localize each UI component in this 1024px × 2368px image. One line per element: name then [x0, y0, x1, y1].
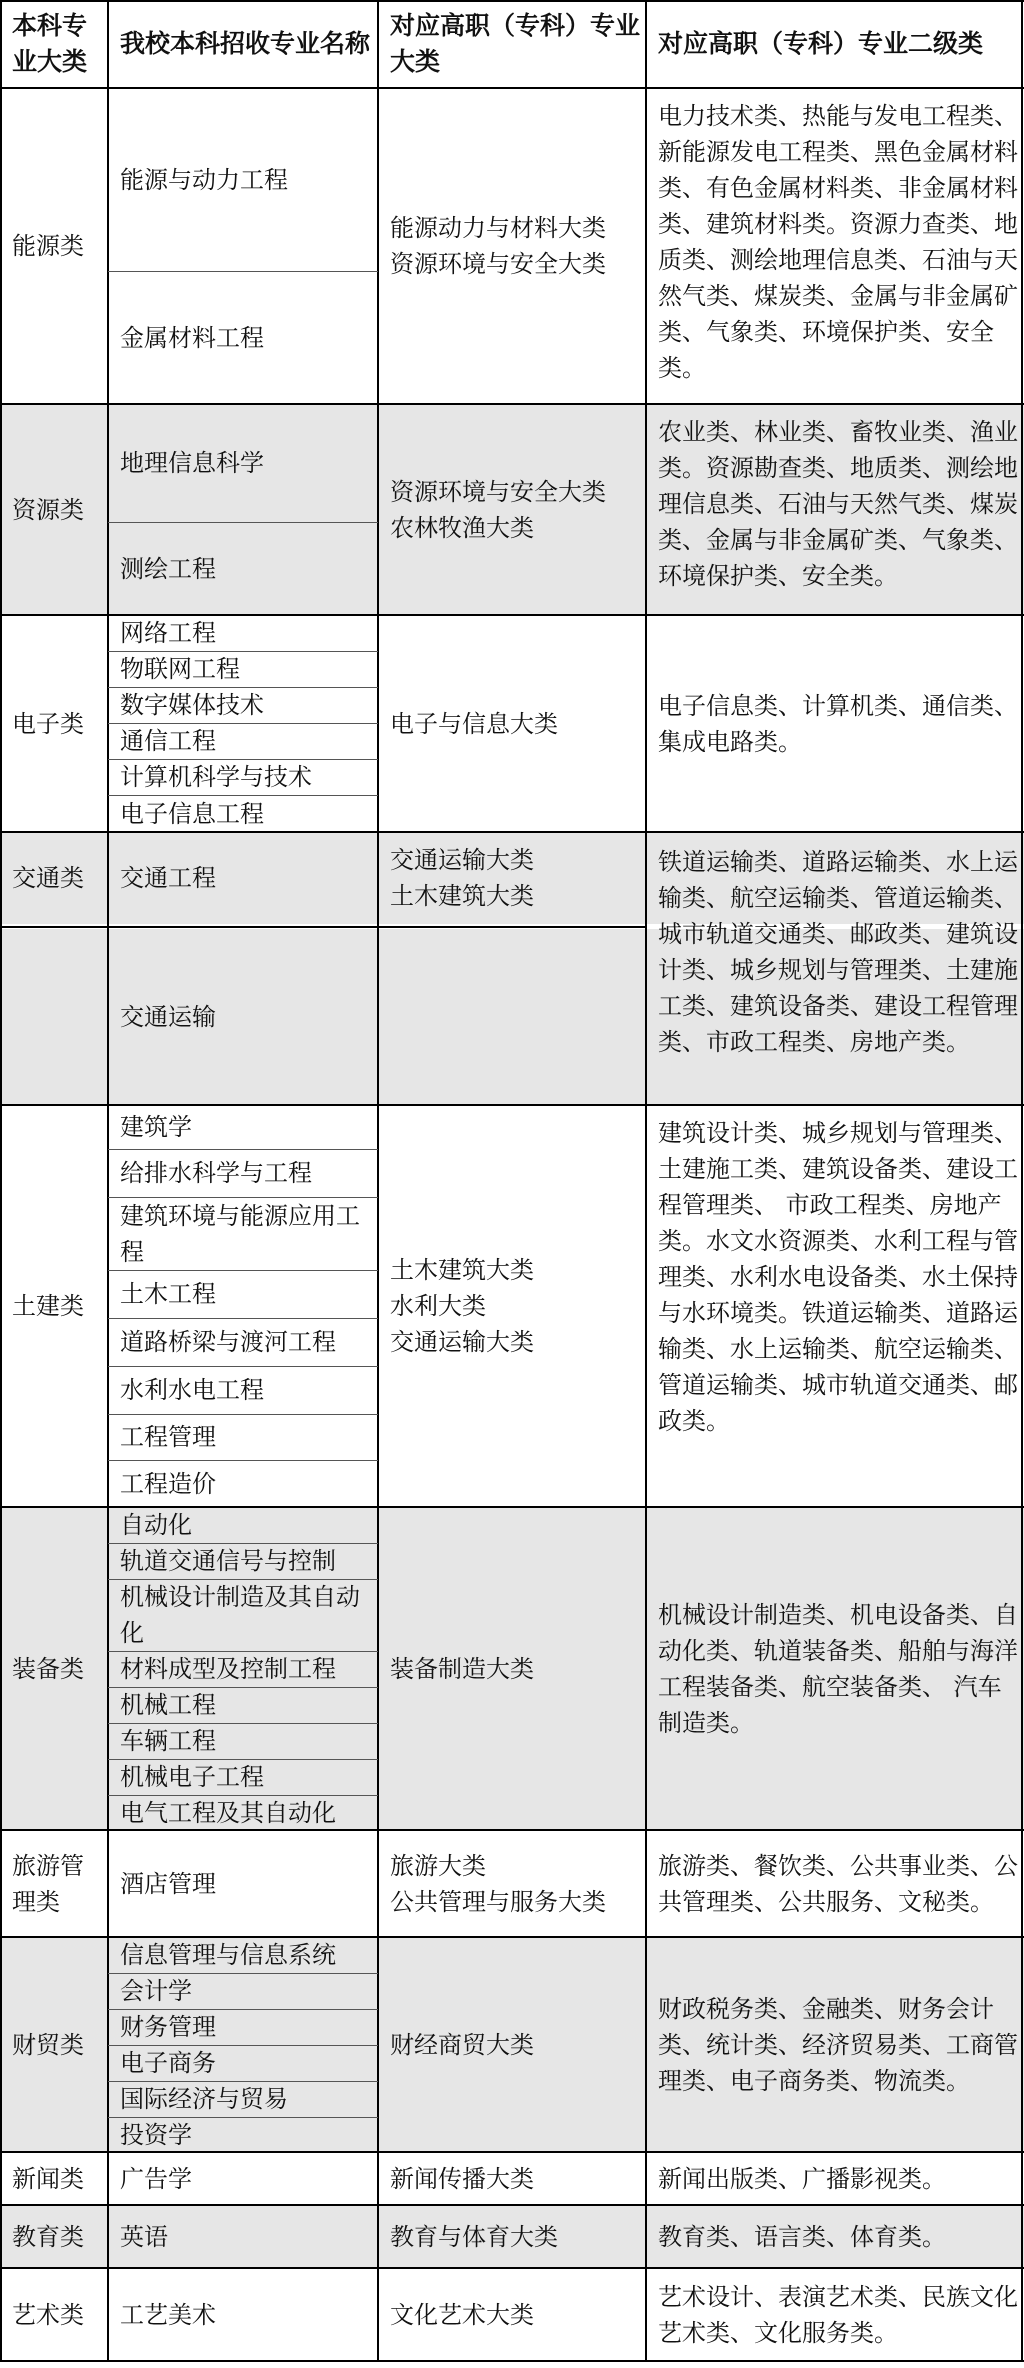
grid-line — [0, 614, 1024, 616]
major-mech-eng: 机械工程 — [120, 1691, 216, 1719]
grid-line — [108, 795, 378, 796]
major-rail-signal: 轨道交通信号与控制 — [120, 1547, 336, 1575]
major-geo-info: 地理信息科学 — [120, 449, 264, 477]
secondary-education: 教育类、语言类、体育类。 — [658, 2222, 946, 2251]
major-energy-power: 能源与动力工程 — [120, 165, 288, 194]
grid-line — [0, 2360, 1024, 2362]
major-electronic-info: 电子信息工程 — [120, 799, 264, 828]
grid-line — [108, 1318, 378, 1319]
grid-line — [0, 1506, 1024, 1508]
grid-line — [108, 687, 378, 688]
grid-line — [108, 1460, 378, 1461]
secondary-construction: 建筑设计类、城乡规划与管理类、土建施工类、建筑设备类、建设工程管理类、 市政工程类、房地产类。水文水资源类、水利工程与管理类、水利水电设备类、水土保持与水环境类。铁道运输类、道路运输类、水上运输类、航空运输类、管道运输类、城市轨道交通类、邮政类。 — [658, 1119, 1018, 1435]
grid-line — [0, 831, 1024, 833]
grid-line — [108, 1270, 378, 1271]
category-electronics: 电子类 — [12, 709, 84, 738]
major-civil-eng: 土木工程 — [120, 1280, 216, 1308]
grid-line — [108, 759, 378, 760]
grid-line — [108, 2009, 378, 2010]
major-transportation: 交通运输 — [120, 1003, 216, 1031]
major-metal-materials: 金属材料工程 — [120, 323, 264, 352]
secondary-electronics: 电子信息类、计算机类、通信类、集成电路类。 — [658, 691, 1018, 756]
major-iot: 物联网工程 — [120, 655, 240, 683]
grid-line — [0, 2151, 1024, 2153]
category-transport: 交通类 — [12, 864, 84, 892]
grid-line — [108, 1149, 378, 1150]
secondary-resources: 农业类、林业类、畜牧业类、渔业类。资源勘查类、地质类、测绘地理信息类、石油与天然气类、煤炭类、金属与非金属矿类、气象类、环境保护类、安全类。 — [658, 418, 1018, 590]
grid-line — [1021, 0, 1023, 2362]
grid-line — [0, 0, 2, 2362]
category-equipment: 装备类 — [12, 1654, 84, 1683]
vocational-news: 新闻传播大类 — [390, 2164, 534, 2193]
major-eng-cost: 工程造价 — [120, 1469, 216, 1498]
grid-line — [108, 522, 378, 523]
grid-line — [108, 1197, 378, 1198]
grid-line — [377, 0, 379, 2362]
category-news: 新闻类 — [12, 2164, 84, 2193]
grid-line — [108, 1687, 378, 1688]
vocational-resources: 资源环境与安全大类 农林牧渔大类 — [390, 477, 606, 542]
category-finance: 财贸类 — [12, 2030, 84, 2059]
category-art: 艺术类 — [12, 2300, 84, 2329]
grid-line — [108, 1723, 378, 1724]
category-education: 教育类 — [12, 2222, 84, 2251]
vocational-electronics: 电子与信息大类 — [390, 709, 558, 738]
grid-line — [108, 1366, 378, 1367]
grid-line — [0, 2204, 1024, 2206]
grid-line — [108, 1973, 378, 1974]
major-network: 网络工程 — [120, 619, 216, 647]
major-automation: 自动化 — [120, 1511, 192, 1539]
grid-line — [0, 87, 1024, 89]
major-eng-management: 工程管理 — [120, 1423, 216, 1451]
major-traffic-eng: 交通工程 — [120, 864, 216, 892]
grid-line — [107, 0, 109, 2362]
category-resources: 资源类 — [12, 495, 84, 524]
secondary-energy: 电力技术类、热能与发电工程类、新能源发电工程类、黑色金属材料类、有色金属材料类、非金属材料类、建筑材料类。资源力查类、地质类、测绘地理信息类、石油与天然气类、煤炭类、金属与非金属矿类、气象类、环境保护类、安全类。 — [658, 102, 1018, 382]
major-road-bridge: 道路桥梁与渡河工程 — [120, 1328, 336, 1356]
grid-line — [0, 1104, 1024, 1106]
vocational-construction: 土木建筑大类 水利大类 交通运输大类 — [390, 1256, 534, 1356]
vocational-transport: 交通运输大类 土木建筑大类 — [390, 846, 534, 910]
major-architecture: 建筑学 — [120, 1113, 192, 1141]
secondary-transport: 铁道运输类、道路运输类、水上运输类、航空运输类、管道运输类、城市轨道交通类、邮政类、建筑设计类、城乡规划与管理类、土建施工类、建筑设备类、建设工程管理类、市政工程类、房地产类。 — [658, 848, 1018, 1056]
major-computer-science: 计算机科学与技术 — [120, 763, 312, 791]
grid-line — [108, 271, 378, 272]
grid-line — [108, 1651, 378, 1652]
secondary-art: 艺术设计、表演艺术类、民族文化艺术类、文化服务类。 — [658, 2282, 1018, 2347]
grid-line — [108, 651, 378, 652]
secondary-tourism: 旅游类、餐饮类、公共事业类、公共管理类、公共服务、文秘类。 — [658, 1851, 1018, 1916]
major-investment: 投资学 — [120, 2120, 192, 2149]
major-water-supply: 给排水科学与工程 — [120, 1159, 312, 1187]
grid-line — [108, 2081, 378, 2082]
grid-line — [108, 1795, 378, 1796]
vocational-energy: 能源动力与材料大类 资源环境与安全大类 — [390, 214, 606, 278]
secondary-equipment: 机械设计制造类、机电设备类、自动化类、轨道装备类、船舶与海洋工程装备类、航空装备类、 汽车制造类。 — [658, 1600, 1018, 1737]
grid-line — [108, 723, 378, 724]
grid-line — [108, 1759, 378, 1760]
secondary-news: 新闻出版类、广播影视类。 — [658, 2164, 946, 2193]
grid-line — [0, 2267, 1024, 2269]
grid-line — [0, 1829, 1024, 1831]
major-hydropower: 水利水电工程 — [120, 1376, 264, 1404]
grid-line — [108, 1414, 378, 1415]
major-vehicle-eng: 车辆工程 — [120, 1727, 216, 1755]
major-communication: 通信工程 — [120, 727, 216, 755]
major-intl-trade: 国际经济与贸易 — [120, 2085, 288, 2113]
vocational-education: 教育与体育大类 — [390, 2222, 558, 2251]
major-hotel-management: 酒店管理 — [120, 1869, 216, 1898]
major-info-systems: 信息管理与信息系统 — [120, 1941, 336, 1969]
major-building-env: 建筑环境与能源应用工程 — [120, 1201, 360, 1266]
category-energy: 能源类 — [12, 232, 84, 260]
major-digital-media: 数字媒体技术 — [120, 691, 264, 719]
grid-line — [0, 1936, 1024, 1938]
header-major: 我校本科招收专业名称 — [120, 29, 371, 58]
major-english: 英语 — [120, 2222, 168, 2251]
vocational-art: 文化艺术大类 — [390, 2300, 534, 2329]
grid-line — [108, 1543, 378, 1544]
category-construction: 土建类 — [12, 1292, 84, 1320]
major-mech-design: 机械设计制造及其自动化 — [120, 1583, 360, 1647]
grid-line — [108, 1579, 378, 1580]
grid-line — [0, 0, 1024, 2]
category-tourism: 旅游管理类 — [12, 1851, 84, 1916]
major-electrical-eng: 电气工程及其自动化 — [120, 1798, 336, 1827]
header-secondary: 对应高职（专科）专业二级类 — [658, 29, 984, 58]
major-ecommerce: 电子商务 — [120, 2049, 216, 2077]
vocational-tourism: 旅游大类 公共管理与服务大类 — [390, 1851, 606, 1916]
grid-line — [108, 2045, 378, 2046]
major-mechatronics: 机械电子工程 — [120, 1763, 264, 1791]
grid-line — [645, 0, 647, 2362]
grid-line — [108, 2117, 378, 2118]
major-crafts: 工艺美术 — [120, 2300, 216, 2329]
secondary-finance: 财政税务类、金融类、财务会计类、统计类、经济贸易类、工商管理类、电子商务类、物流类。 — [658, 1994, 1018, 2095]
header-vocational: 对应高职（专科）专业大类 — [390, 11, 641, 76]
major-material-forming: 材料成型及控制工程 — [120, 1655, 336, 1683]
major-financial-mgmt: 财务管理 — [120, 2013, 216, 2041]
major-accounting: 会计学 — [120, 1977, 192, 2005]
vocational-equipment: 装备制造大类 — [390, 1654, 534, 1683]
major-surveying: 测绘工程 — [120, 554, 216, 583]
grid-line — [0, 403, 1024, 405]
major-advertising: 广告学 — [120, 2164, 192, 2193]
header-category: 本科专业大类 — [12, 11, 88, 76]
grid-line — [0, 926, 646, 928]
vocational-finance: 财经商贸大类 — [390, 2030, 534, 2059]
